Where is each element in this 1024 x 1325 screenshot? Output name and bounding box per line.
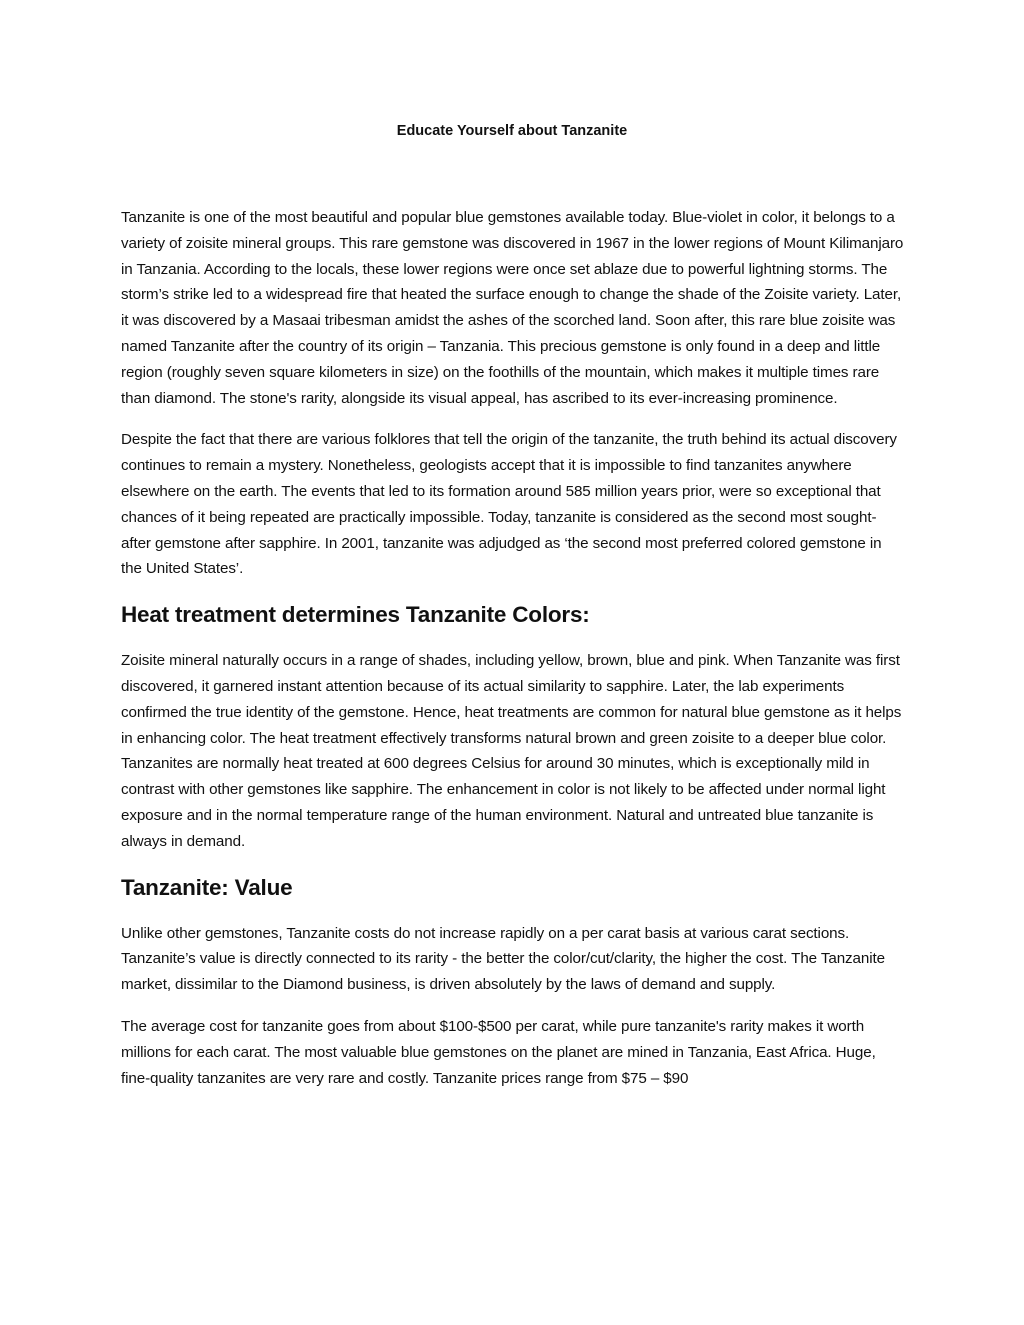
intro-paragraph-2: Despite the fact that there are various folklores that tell the origin of the tanzanite, the truth behind its actual discovery continues to remain a mystery. Nonetheless, geologists accept that it is impossible to find tanzanites anywhere elsewhere on the earth. The events that led to its formation around 585 million years prior, were so exceptional that chances of it being repeated are practically impossible. Today, tanzanite is considered as the second most sought-after gemstone after sapphire. In 2001, tanzanite was adjudged as ‘the second most preferred colored gemstone in the United States’. — [121, 431, 897, 578]
document-title: Educate Yourself about Tanzanite — [396, 123, 628, 139]
value-paragraph-2: The average cost for tanzanite goes from about $100-$500 per carat, while pure tanzanite's rarity makes it worth millions for each carat. The most valuable blue gemstones on the planet are mined in Tanzania, East Africa. Huge, fine-quality tanzanites are very rare and costly. Tanzanite prices range from $75 – $90 — [121, 1017, 876, 1087]
value-paragraph-1: Unlike other gemstones, Tanzanite costs do not increase rapidly on a per carat basis at various carat sections. Tanzanite’s value is directly connected to its rarity - the better the color/cut/clarity, the higher the cost. The Tanzanite market, dissimilar to the Diamond business, is driven absolutely by the laws of demand and supply. — [121, 924, 885, 994]
document-body — [121, 205, 906, 1107]
section-heading-value: Tanzanite: Value — [121, 874, 293, 900]
heat-treatment-paragraph: Zoisite mineral naturally occurs in a range of shades, including yellow, brown, blue and pink. When Tanzanite was first discovered, it garnered instant attention because of its actual similarity to sapphire. Later, the lab experiments confirmed the true identity of the gemstone. Hence, heat treatments are common for natural blue gemstone as it helps in enhancing color. The heat treatment effectively transforms natural brown and green zoisite to a deeper blue color. Tanzanites are normally heat treated at 600 degrees Celsius for around 30 minutes, which is exceptionally mild in contrast with other gemstones like sapphire. The enhancement in color is not likely to be affected under normal light exposure and in the normal temperature range of the human environment. Natural and untreated blue tanzanite is always in demand. — [121, 652, 902, 850]
section-heading-heat-treatment: Heat treatment determines Tanzanite Colors: — [121, 602, 590, 628]
intro-paragraph-1: Tanzanite is one of the most beautiful and popular blue gemstones available today. Blue-violet in color, it belongs to a variety of zoisite mineral groups. This rare gemstone was discovered in 1967 in the lower regions of Mount Kilimanjaro in Tanzania. According to the locals, these lower regions were once set ablaze due to powerful lightning storms. The storm’s strike led to a widespread fire that heated the surface enough to change the shade of the Zoisite variety. Later, it was discovered by a Masaai tribesman amidst the ashes of the scorched land. Soon after, this rare blue zoisite was named Tanzanite after the country of its origin – Tanzania. This precious gemstone is only found in a deep and little region (roughly seven square kilometers in size) on the foothills of the mountain, which makes it multiple times rare than diamond. The stone's rarity, alongside its visual appeal, has ascribed to its ever-increasing prominence. — [121, 209, 904, 407]
